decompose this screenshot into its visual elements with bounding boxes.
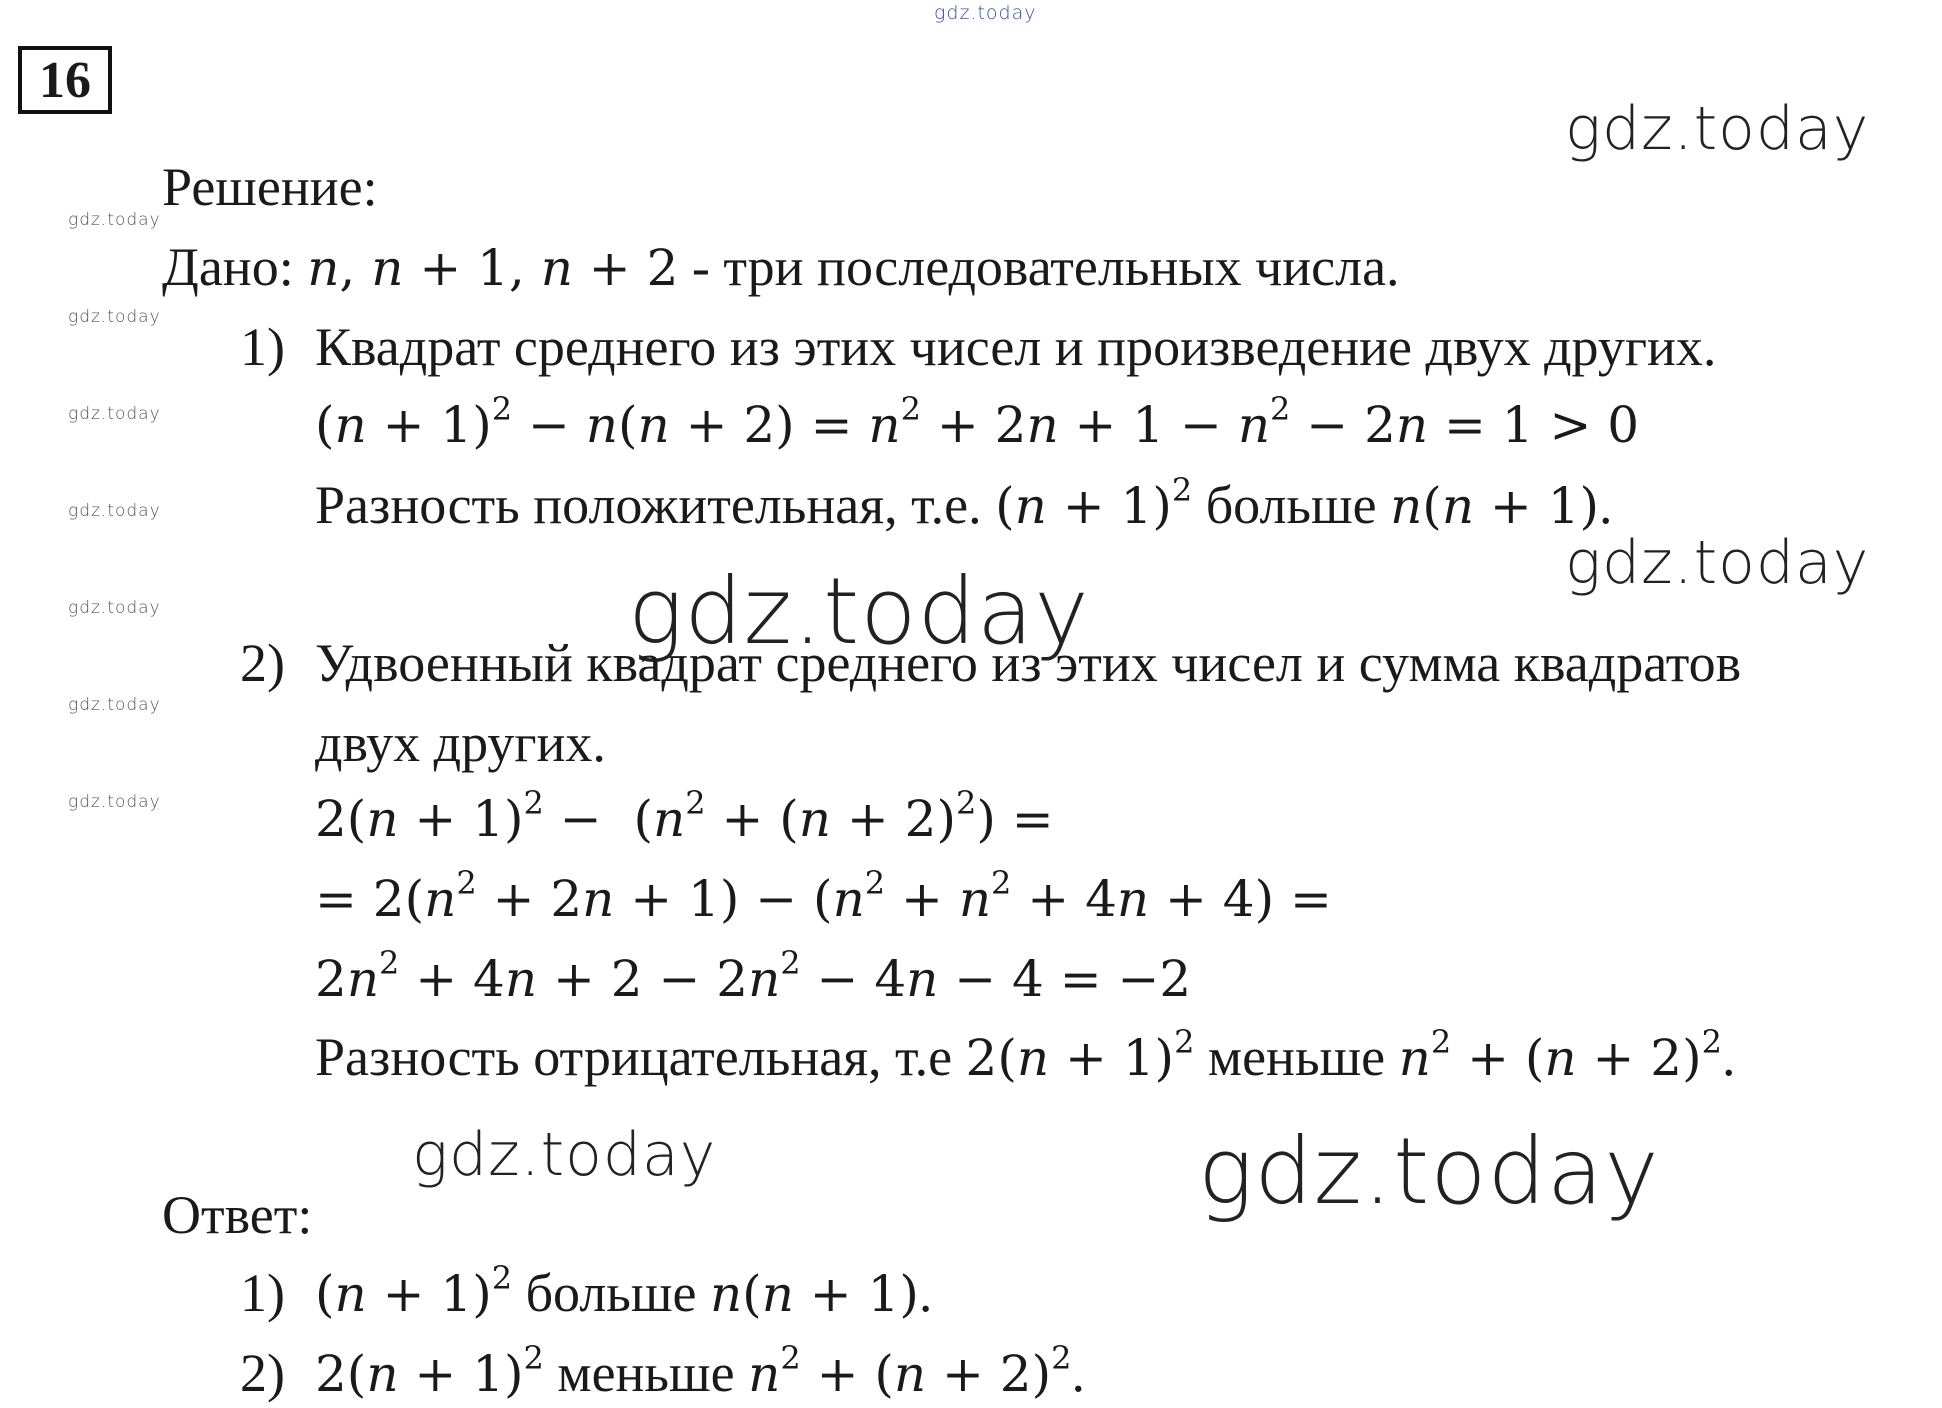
given-label: Дано: [162,237,294,297]
given-line [162,237,1400,297]
watermark-margin: gdz.today [68,598,161,618]
watermark-margin: gdz.today [68,210,161,230]
part2-statement-line2: двух других. [315,713,606,773]
part2-conclusion: Разность отрицательная, т.е $2(n + 1)^2$ меньше $n^2 + (n + 2)^2$. [315,1023,1736,1087]
part1-conclusion: Разность положительная, т.е. $(n + 1)^2$ больше n(n + 1). [315,471,1613,535]
part2-equation-line2: = $2(n^2 + 2n + 1) - (n^2 + n^2 + 4n + 4)$ = [315,864,1332,928]
problem-number: 16 [18,46,112,114]
answer-item1-number: 1) [240,1263,285,1323]
answer-item2: $2(n + 1)^2$ меньше $n^2 + (n + 2)^2$. [315,1339,1085,1403]
watermark-mid-center: gdz.today [628,558,1090,665]
given-math: n, n + 1, n + 2 [307,239,679,297]
answer-heading: Ответ: [162,1185,313,1245]
part2-equation-line3: $2n^2 + 4n + 2 - 2n^2 - 4n - 4 = -2$ [315,944,1192,1008]
answer-item2-number: 2) [240,1343,285,1403]
part1-statement: Квадрат среднего из этих чисел и произведение двух других. [315,317,1717,377]
part2-statement-line1: Удвоенный квадрат среднего из этих чисел и сумма квадратов [315,633,1742,693]
watermark-bottom-left: gdz.today [412,1120,717,1190]
answer-item1: $(n + 1)^2$ больше n(n + 1). [315,1259,933,1323]
watermark-mid-right: gdz.today [1565,528,1870,598]
part2-number: 2) [240,633,285,693]
watermark-margin: gdz.today [68,307,161,327]
watermark-top-center: gdz.today [934,2,1037,24]
watermark-bottom-right: gdz.today [1198,1118,1660,1225]
watermark-margin: gdz.today [68,792,161,812]
watermark-margin: gdz.today [68,695,161,715]
watermark-margin: gdz.today [68,501,161,521]
watermark-top-right: gdz.today [1565,94,1870,164]
given-text: - три последовательных числа. [678,237,1400,297]
solution-heading: Решение: [162,157,378,217]
part1-equation: $(n + 1)^2 - n(n + 2) = n^2 + 2n + 1 - n^2 - 2n = 1 > 0$ [315,390,1640,454]
part1-number: 1) [240,317,285,377]
part2-equation-line1: $2(n + 1)^2 - (n^2 + (n + 2)^2)$ = [315,784,1054,848]
watermark-margin: gdz.today [68,404,161,424]
